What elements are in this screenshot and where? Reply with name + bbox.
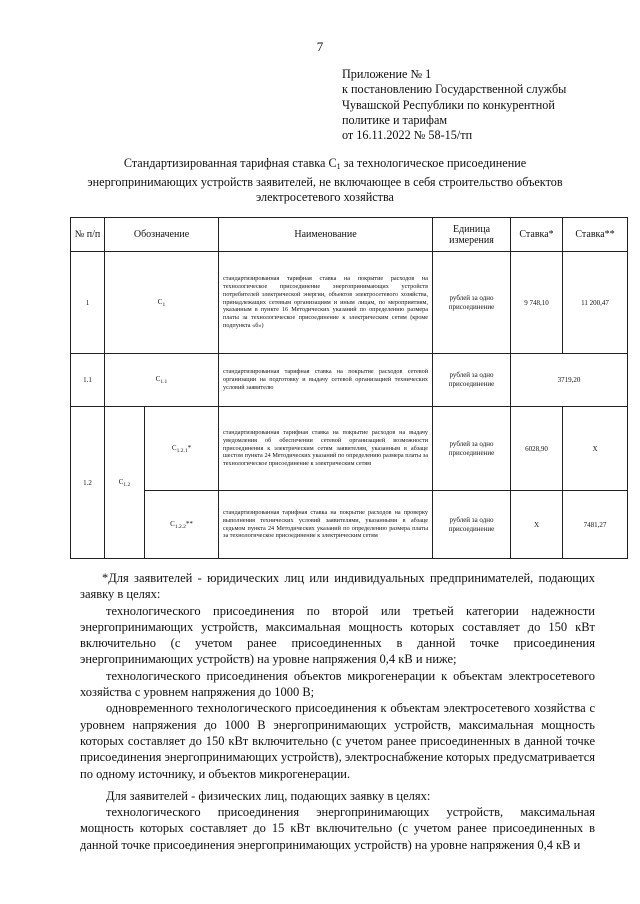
table-row — [71, 252, 628, 354]
row-code: $C_{1.1}$ — [105, 354, 219, 407]
paragraph: технологического присоединения по второй или третьей категории надежности энергопринимающих устройств, максимальная мощность которых составляет до 150 кВт включительно (с учетом ранее присоединенных в данной точке присоединения энергопринимающих устройств) на уровне напряжения 0,4 кВ и ниже; — [80, 603, 595, 667]
row-unit: рублей за одно присоединение — [433, 407, 511, 491]
paragraph: технологического присоединения энергопринимающих устройств, максимальная мощность которых составляет до 15 кВт включительно (с учетом ранее присоединенных в данной точке присоединения энергопринимающих устройств) на уровне напряжения 0,4 кВ и — [80, 805, 595, 852]
header-num: № п/п — [71, 218, 105, 252]
row-rate-1: Х — [511, 491, 563, 559]
row-code: $C_1$ — [105, 252, 219, 354]
header-name: Наименование — [219, 218, 433, 252]
header-rate-2: Ставка** — [563, 218, 628, 252]
row-unit: рублей за одно присоединение — [433, 491, 511, 559]
row-subcode: $C_{1.2.1}*$ — [145, 407, 219, 491]
title-line-1: Стандартизированная тарифная ставка $С_1$ за технологическое присоединение — [123, 156, 527, 171]
appendix-line: к постановлению Государственной службы — [342, 82, 567, 97]
document-title — [60, 156, 590, 206]
row-num: 1 — [71, 252, 105, 354]
title-line-3: электросетевого хозяйства — [256, 190, 394, 205]
paragraph: технологического присоединения объектов микрогенерации к объектам электросетевого хозяйства с уровнем напряжения до 1000 В; — [80, 668, 595, 700]
row-rate-2: Х — [563, 407, 628, 491]
header-designation: Обозначение — [105, 218, 219, 252]
footnotes-body — [80, 570, 595, 853]
appendix-line: политике и тарифам — [342, 112, 448, 127]
page-number: 7 — [316, 39, 324, 54]
row-rate-1: 9 748,10 — [511, 252, 563, 354]
row-rate-2: 11 200,47 — [563, 252, 628, 354]
paragraph: *Для заявителей - юридических лиц или индивидуальных предпринимателей, подающих заявку в целях: — [80, 571, 595, 602]
appendix-line: от 16.11.2022 № 58-15/тп — [342, 128, 473, 143]
row-name: стандартизированная тарифная ставка на покрытие расходов на выдачу уведомления об обеспечении сетевой организацией возможности присоединения к электрическим сетям заявителям, указанным в абзаце шестом пункта 24 Методических указаний по определению размера платы за технологическое присоединение к электрическим сетям — [219, 407, 433, 491]
row-unit: рублей за одно присоединение — [433, 252, 511, 354]
table-row — [71, 407, 628, 491]
row-name: стандартизированная тарифная ставка на покрытие расходов сетевой организации на подготовку и выдачу сетевой организацией технических условий заявителю — [219, 354, 433, 407]
row-code-group: $C_{1.2}$ — [105, 407, 145, 559]
row-rate-2: 7481,27 — [563, 491, 628, 559]
row-num: 1.2 — [71, 407, 105, 559]
row-unit: рублей за одно присоединение — [433, 354, 511, 407]
paragraph: одновременного технологического присоединения к объектам электросетевого хозяйства с уровнем напряжения до 1000 В энергопринимающих устройств, максимальная мощность которых составляет до 150 кВт включительно (с учетом ранее присоединенных в данной точке присоединения энергопринимающих устройств), электроснабжение которых предусматривается по одному источнику, и объектов микрогенерации. — [80, 701, 595, 781]
appendix-line: Приложение № 1 — [342, 67, 432, 81]
row-subcode: $C_{1.2.2}**$ — [145, 491, 219, 559]
header-unit: Единица измерения — [433, 218, 511, 252]
title-line-2: энергопринимающих устройств заявителей, не включающее в себя строительство объектов — [87, 174, 563, 189]
row-name: стандартизированная тарифная ставка на покрытие расходов на технологическое присоединение энергопринимающих устройств потребителей электрической энергии, объектов электросетевого хозяйства, принадлежащих сетевым организациям и иным лицам, по мероприятиям, указанным в пункте 16 Методических указаний по определению размера платы за технологическое присоединение к электрическим сетям (кроме подпункта «б») — [219, 252, 433, 354]
table-header-row — [71, 218, 628, 252]
tariff-table — [70, 217, 628, 559]
paragraph: Для заявителей - физических лиц, подающих заявку в целях: — [106, 788, 431, 803]
appendix-line: Чувашской Республики по конкурентной — [342, 97, 555, 112]
row-num: 1.1 — [71, 354, 105, 407]
row-rate-merged: 3719,20 — [511, 354, 628, 407]
row-rate-1: 6028,90 — [511, 407, 563, 491]
table-row — [71, 491, 628, 559]
row-name: стандартизированная тарифная ставка на покрытие расходов на проверку выполнения технических условий заявителями, указанными в абзаце седьмом пункта 24 Методических указаний по определению размера платы за технологическое присоединение к электрическим сетям — [219, 491, 433, 559]
header-rate-1: Ставка* — [511, 218, 563, 252]
appendix-block — [342, 67, 602, 143]
table-row — [71, 354, 628, 407]
